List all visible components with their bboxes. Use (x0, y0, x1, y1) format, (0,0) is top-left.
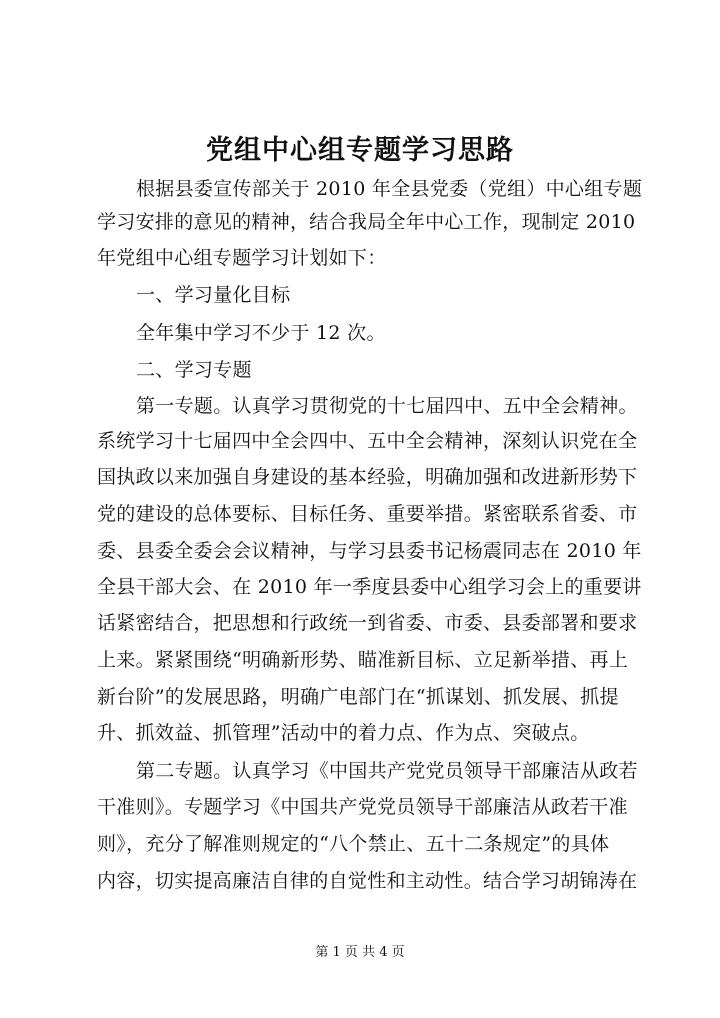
paragraph-line: 升、抓效益、抓管理”活动中的着力点、作为点、突破点。 (97, 722, 590, 744)
paragraph-line: 学习安排的意见的精神，结合我局全年中心工作，现制定 2010 (97, 211, 636, 233)
paragraph-line: 第二专题。认真学习《中国共产党党员领导干部廉洁从政若 (136, 760, 638, 782)
paragraph-line: 话紧密结合，把思想和行政统一到省委、市委、县委部署和要求 (97, 612, 638, 634)
section-heading: 二、学习专题 (136, 359, 252, 381)
paragraph-line: 委、县委全委会会议精神，与学习县委书记杨震同志在 2010 年 (97, 540, 642, 562)
paragraph-line: 新台阶”的发展思路，明确广电部门在“抓谋划、抓发展、抓提 (97, 686, 619, 708)
page-footer: 第 1 页 共 4 页 (315, 945, 405, 960)
section-heading: 一、学习量化目标 (136, 284, 291, 306)
paragraph-line: 国执政以来加强自身建设的基本经验，明确加强和改进新形势下 (97, 466, 638, 488)
paragraph-line: 党的建设的总体要标、目标任务、重要举措。紧密联系省委、市 (97, 503, 638, 525)
paragraph-line: 全县干部大会、在 2010 年一季度县委中心组学习会上的重要讲 (97, 576, 642, 598)
paragraph-line: 则》，充分了解准则规定的“八个禁止、五十二条规定”的具体 (97, 833, 610, 855)
paragraph-line: 全年集中学习不少于 12 次。 (136, 322, 386, 344)
paragraph-line: 第一专题。认真学习贯彻党的十七届四中、五中全会精神。 (136, 395, 638, 417)
paragraph-line: 内容，切实提高廉洁自律的自觉性和主动性。结合学习胡锦涛在 (97, 870, 638, 892)
paragraph-line: 根据县委宣传部关于 2010 年全县党委（党组）中心组专题 (136, 178, 643, 200)
paragraph-line: 年党组中心组专题学习计划如下： (97, 247, 387, 269)
paragraph-line: 干准则》。专题学习《中国共产党党员领导干部廉洁从政若干准 (97, 796, 628, 818)
paragraph-line: 系统学习十七届四中全会四中、五中全会精神，深刻认识党在全 (97, 430, 638, 452)
document-title: 党组中心组专题学习思路 (206, 135, 514, 166)
paragraph-line: 上来。紧紧围绕“明确新形势、瞄准新目标、立足新举措、再上 (97, 649, 629, 671)
